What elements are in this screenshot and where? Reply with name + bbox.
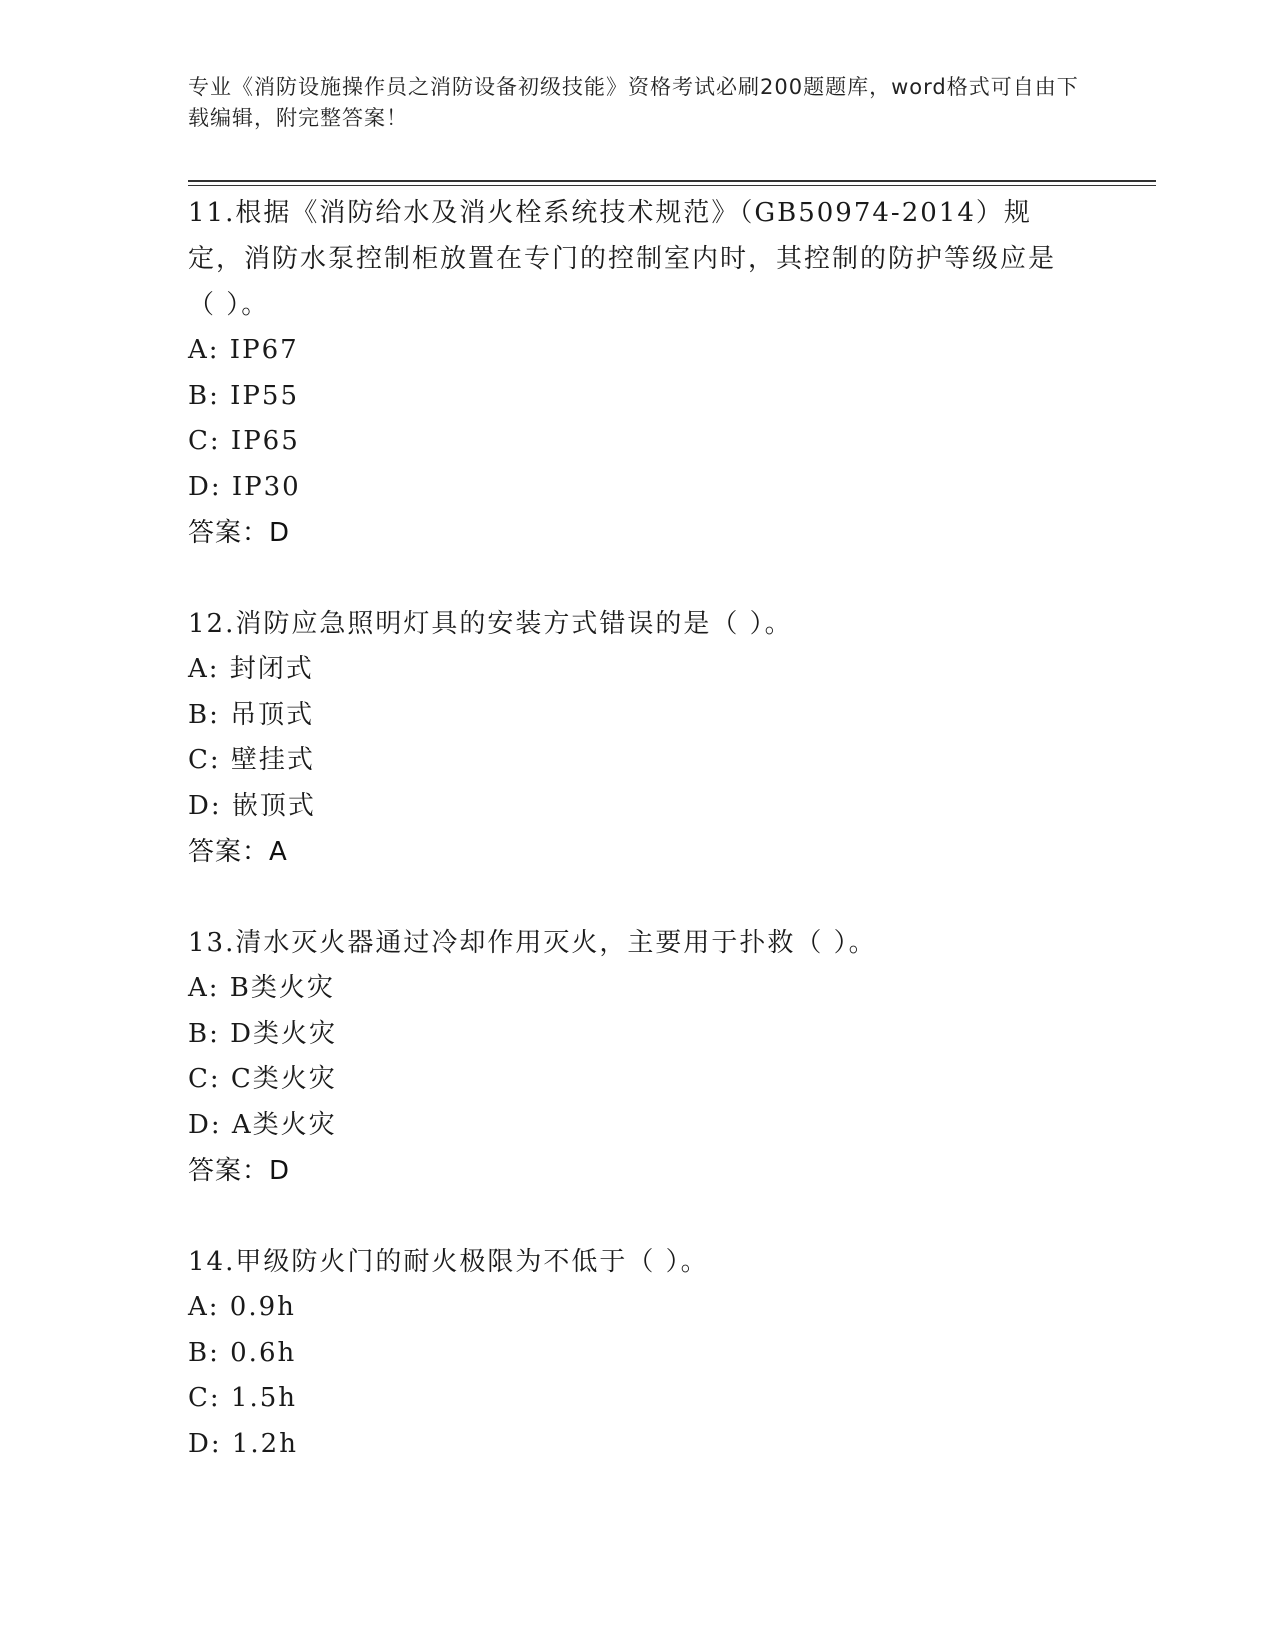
option-b: B: 0.6h [188, 1337, 297, 1368]
question-stem: 14.甲级防火门的耐火极限为不低于（ ）。 [188, 1247, 709, 1277]
answer-label: 答案：D [188, 1156, 291, 1186]
option-d: D: IP30 [188, 471, 301, 502]
option-c: C: 壁挂式 [188, 745, 315, 775]
question-stem: 13.清水灭火器通过冷却作用灭火，主要用于扑救（ ）。 [188, 928, 877, 958]
option-a: A: 0.9h [188, 1292, 296, 1322]
option-b: B: D类火灾 [188, 1018, 337, 1049]
answer-label: 答案：A [188, 837, 288, 867]
answer-label: 答案：D [188, 518, 291, 548]
option-a: A: B类火灾 [188, 973, 335, 1003]
option-b: B: 吊顶式 [188, 699, 315, 730]
option-c: C: IP65 [188, 426, 300, 456]
option-c: C: 1.5h [188, 1383, 298, 1413]
header-divider-thin [188, 185, 1156, 186]
question-list [188, 190, 1068, 1512]
option-d: D: 1.2h [188, 1428, 298, 1459]
option-d: D: 嵌顶式 [188, 790, 316, 821]
question-stem: 11.根据《消防给水及消火栓系统技术规范》（GB50974-2014）规定，消防水泵控制柜放置在专门的控制室内时，其控制的防护等级应是（ ）。 [188, 198, 1057, 320]
header-divider-thick [188, 180, 1156, 182]
option-a: A: 封闭式 [188, 654, 314, 684]
option-c: C: C类火灾 [188, 1064, 337, 1094]
option-a: A: IP67 [188, 335, 299, 365]
question-11 [188, 190, 1068, 556]
document-header: 专业《消防设施操作员之消防设备初级技能》资格考试必刷200题题库，word格式可自由下载编辑，附完整答案！ [188, 75, 1079, 130]
question-13 [188, 920, 1068, 1194]
question-14 [188, 1239, 1068, 1467]
question-stem: 12.消防应急照明灯具的安装方式错误的是（ ）。 [188, 609, 793, 639]
option-b: B: IP55 [188, 380, 299, 411]
question-12 [188, 601, 1068, 875]
option-d: D: A类火灾 [188, 1109, 337, 1140]
